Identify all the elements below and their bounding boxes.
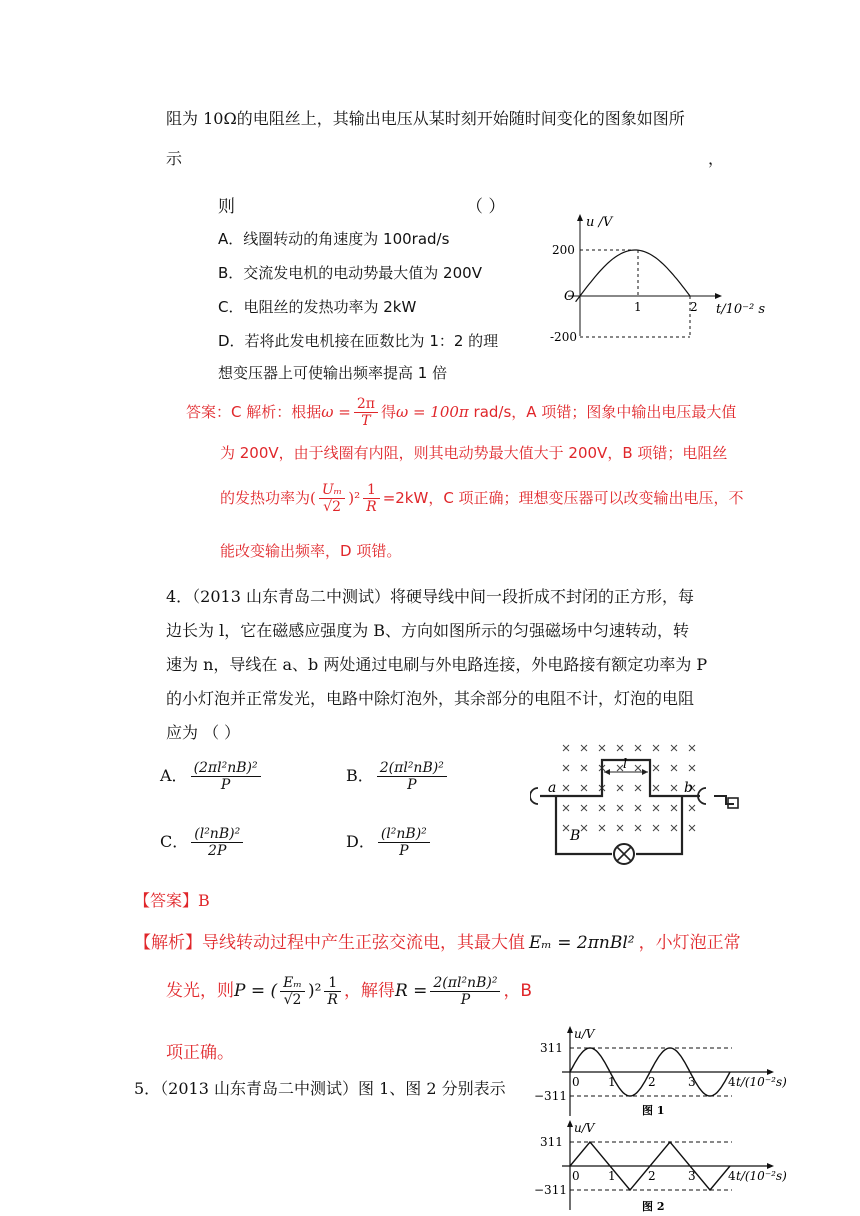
q3-chart-ytick-200: 200 (552, 243, 575, 257)
q3-chart-origin: O (564, 289, 575, 304)
q3-chart-xtick-2: 2 (690, 300, 698, 314)
q5-fig1-ymax: 311 (540, 1041, 563, 1055)
field-cross-mark (689, 765, 695, 771)
q4-line-5: 应为 （ ） (166, 723, 241, 742)
q3-omega-den: T (361, 413, 371, 430)
field-cross-mark (563, 745, 569, 751)
field-cross-mark (653, 805, 659, 811)
q5-fig1-ylabel: u/V (574, 1027, 595, 1041)
q4-option-a-fraction (191, 760, 261, 793)
q4-line-4: 的小灯泡并正常发光，电路中除灯泡外，其余部分的电阻不计，灯泡的电阻 (166, 689, 695, 708)
q4-label-a: a (548, 780, 557, 796)
q5-figure-1 (532, 1024, 802, 1120)
q5-fig1-xtick-3: 3 (688, 1075, 696, 1089)
q4-analysis-label: 【解析】 (134, 933, 202, 953)
q4-line-3: 速为 n，导线在 a、b 两处通过电刷与外电路连接，外电路接有额定功率为 P (166, 655, 708, 674)
q4-option-d-label: D． (346, 832, 375, 852)
q3-r-den: R (366, 499, 377, 516)
q4-analysis-line-3: 项正确。 (166, 1043, 234, 1063)
q3-chart-xtick-1: 1 (634, 300, 642, 314)
q4-analysis-text-2b: ，解得 (343, 981, 395, 1002)
q5-fig1-xtick-2: 2 (648, 1075, 656, 1089)
field-cross-mark (671, 805, 677, 811)
q4-r-den: R (327, 992, 338, 1009)
q4-r-answer-num: 2(πl²nB)² (430, 975, 500, 992)
q3-omega-lhs: ω = (321, 403, 351, 422)
q4-r-lhs: R = (394, 981, 428, 1002)
q3-de: 得 (380, 403, 396, 422)
q5-fig2-xlabel: t/(10⁻²s) (736, 1169, 787, 1183)
q3-answer-line-3-prefix: 的发热功率为 (220, 489, 311, 508)
q3-um-den: √2 (323, 499, 341, 516)
q3-um-fraction (319, 482, 345, 515)
field-cross-mark (635, 765, 641, 771)
q5-fig1-xlabel: t/(10⁻²s) (736, 1075, 787, 1089)
q5-fig2-ymin: −311 (534, 1183, 567, 1197)
q3-chart-xlabel: t/10⁻² s (716, 302, 766, 317)
field-cross-mark (635, 745, 641, 751)
intro-line-2: 示 (166, 149, 183, 168)
q4-label-l: l (623, 757, 628, 772)
q3-chart-ylabel: u /V (586, 215, 613, 230)
q4-option-b (346, 760, 450, 793)
q3-r-num: 1 (363, 482, 380, 499)
field-cross-mark (671, 765, 677, 771)
q5-fig2-caption: 图 2 (642, 1200, 665, 1213)
field-cross-mark (563, 785, 569, 791)
q5-fig2-xtick-2: 2 (648, 1169, 656, 1183)
q4-option-d-den: P (399, 843, 409, 860)
q5-fig1-caption: 图 1 (642, 1104, 665, 1117)
q4-option-d (346, 826, 433, 859)
q4-label-B: B (570, 828, 581, 844)
field-cross-mark (563, 805, 569, 811)
q4-em-fraction (280, 975, 305, 1008)
q4-coil-figure (530, 738, 770, 868)
q4-option-d-fraction (378, 826, 430, 859)
q3-sine-curve (576, 250, 690, 302)
q4-analysis-line-1 (134, 928, 741, 953)
q4-option-c-label: C． (160, 832, 189, 852)
q4-analysis-text-2c: ，B (503, 981, 533, 1002)
q5-fig1-xtick-1: 1 (608, 1075, 616, 1089)
q4-field-crosses (563, 745, 695, 831)
q4-em-den: √2 (283, 992, 302, 1009)
q5-fig2-xtick-3: 3 (688, 1169, 696, 1183)
field-cross-mark (653, 825, 659, 831)
q3-r-fraction (363, 482, 380, 515)
field-cross-mark (635, 825, 641, 831)
q4-analysis-line-2 (166, 975, 532, 1008)
field-cross-mark (689, 745, 695, 751)
q4-analysis-text-1b: ，小灯泡正常 (638, 933, 741, 953)
q4-line-2: 边长为 l，它在磁感应强度为 B、方向如图所示的匀强磁场中匀速转动，转 (166, 621, 690, 640)
field-cross-mark (563, 825, 569, 831)
q4-option-a-label: A． (160, 766, 188, 786)
q3-option-c: C．电阻丝的发热功率为 2kW (218, 298, 417, 316)
q3-option-d: D．若将此发电机接在匝数比为 1：2 的理 (218, 332, 499, 350)
field-cross-mark (653, 785, 659, 791)
q3-answer-prefix: 答案：C 解析：根据 (186, 403, 322, 422)
field-cross-mark (581, 745, 587, 751)
q3-omega-value: ω = 100π (395, 403, 469, 422)
field-cross-mark (581, 805, 587, 811)
q4-option-b-fraction (377, 760, 447, 793)
q4-answer: 【答案】B (134, 891, 210, 910)
q5-figure-2 (532, 1118, 802, 1214)
field-cross-mark (581, 825, 587, 831)
q4-option-c (160, 826, 246, 859)
q4-em-formula: Eₘ = 2πnBl² (529, 933, 635, 953)
q4-r-num: 1 (324, 975, 341, 992)
field-cross-mark (599, 825, 605, 831)
field-cross-mark (689, 825, 695, 831)
q4-option-a-den: P (220, 777, 231, 794)
field-cross-mark (653, 765, 659, 771)
field-cross-mark (617, 785, 623, 791)
q3-answer-line-3: 的发热功率为( $\frac{\text{Uₘ}}{√2}$ )² $\frac{1}{R}$ =2kW，C 项正确；理想变压器可以改变输出电压，不 (220, 482, 744, 516)
q3-answer-line-3-tail: =2kW，C 项正确；理想变压器可以改变输出电压，不 (382, 489, 744, 508)
q5-fig1-ymin: −311 (534, 1089, 567, 1103)
q4-option-d-num: (l²nB)² (378, 826, 430, 843)
field-cross-mark (671, 785, 677, 791)
intro-line-2-comma: ， (708, 149, 725, 168)
field-cross-mark (635, 805, 641, 811)
field-cross-mark (617, 745, 623, 751)
q3-answer-line-2: 为 200V，由于线圈有内阻，则其电动势最大值大于 200V，B 项错；电阻丝 (220, 444, 728, 462)
q5-line-1: 5．（2013 山东青岛二中测试）图 1、图 2 分别表示 (134, 1079, 506, 1098)
q3-paren: （ ） (466, 197, 506, 217)
field-cross-mark (653, 745, 659, 751)
field-cross-mark (599, 745, 605, 751)
q5-fig1-xtick-4: 4 (728, 1075, 736, 1089)
q4-option-c-den: 2P (208, 843, 227, 860)
q5-fig2-xtick-0: 0 (572, 1169, 580, 1183)
q3-um-num: Uₘ (319, 482, 345, 499)
field-cross-mark (671, 825, 677, 831)
q5-fig2-ymax: 311 (540, 1135, 563, 1149)
q3-chart-ytick-neg200: -200 (550, 330, 577, 344)
q4-em-num: Eₘ (280, 975, 305, 992)
q4-option-a-num: (2πl²nB)² (191, 760, 261, 777)
q4-label-b: b (684, 780, 693, 796)
field-cross-mark (599, 805, 605, 811)
field-cross-mark (563, 765, 569, 771)
field-cross-mark (581, 765, 587, 771)
q3-answer-line-1 (186, 396, 736, 429)
q3-omega-num: 2π (354, 396, 378, 413)
q3-square: ² (354, 489, 361, 508)
field-cross-mark (635, 785, 641, 791)
q4-p-lhs: P = ( (234, 981, 278, 1002)
q4-outer-circuit (556, 796, 612, 854)
q3-answer-line-4: 能改变输出频率，D 项错。 (220, 542, 402, 560)
q3-option-b: B．交流发电机的电动势最大值为 200V (218, 264, 482, 282)
q4-option-b-den: P (407, 777, 417, 794)
field-cross-mark (617, 825, 623, 831)
q5-fig1-xtick-0: 0 (572, 1075, 580, 1089)
q4-option-b-label: B． (346, 766, 374, 786)
q4-option-a (160, 760, 264, 793)
q3-answer-line-1-tail: rad/s，A 项错；图象中输出电压最大值 (468, 403, 737, 422)
field-cross-mark (689, 805, 695, 811)
q4-option-b-num: 2(πl²nB)² (377, 760, 447, 777)
field-cross-mark (617, 805, 623, 811)
q4-analysis-text-2a: 发光，则 (166, 981, 234, 1002)
q4-option-c-num: (l²nB)² (191, 826, 243, 843)
q5-fig2-xtick-4: 4 (728, 1169, 736, 1183)
q5-fig2-xtick-1: 1 (608, 1169, 616, 1183)
field-cross-mark (671, 745, 677, 751)
q4-r-fraction (324, 975, 341, 1008)
q3-option-a: A．线圈转动的角速度为 100rad/s (218, 230, 450, 248)
q3-option-d-cont: 想变压器上可使输出频率提高 1 倍 (218, 364, 448, 382)
intro-line-1: 阻为 10Ω的电阻丝上，其输出电压从某时刻开始随时间变化的图象如图所 (166, 109, 685, 128)
q4-r-answer-fraction (430, 975, 500, 1008)
q4-analysis-text-1: 导线转动过程中产生正弦交流电，其最大值 (202, 933, 525, 953)
field-cross-mark (581, 785, 587, 791)
q3-omega-fraction (354, 396, 378, 429)
q3-ze: 则 (218, 197, 235, 217)
q4-square: )² (307, 981, 322, 1002)
q5-fig2-ylabel: u/V (574, 1121, 595, 1135)
q4-option-c-fraction (191, 826, 243, 859)
q4-line-1: 4．（2013 山东青岛二中测试）将硬导线中间一段折成不封闭的正方形，每 (166, 587, 694, 606)
q4-r-answer-den: P (460, 992, 471, 1009)
q3-voltage-chart (548, 212, 788, 352)
